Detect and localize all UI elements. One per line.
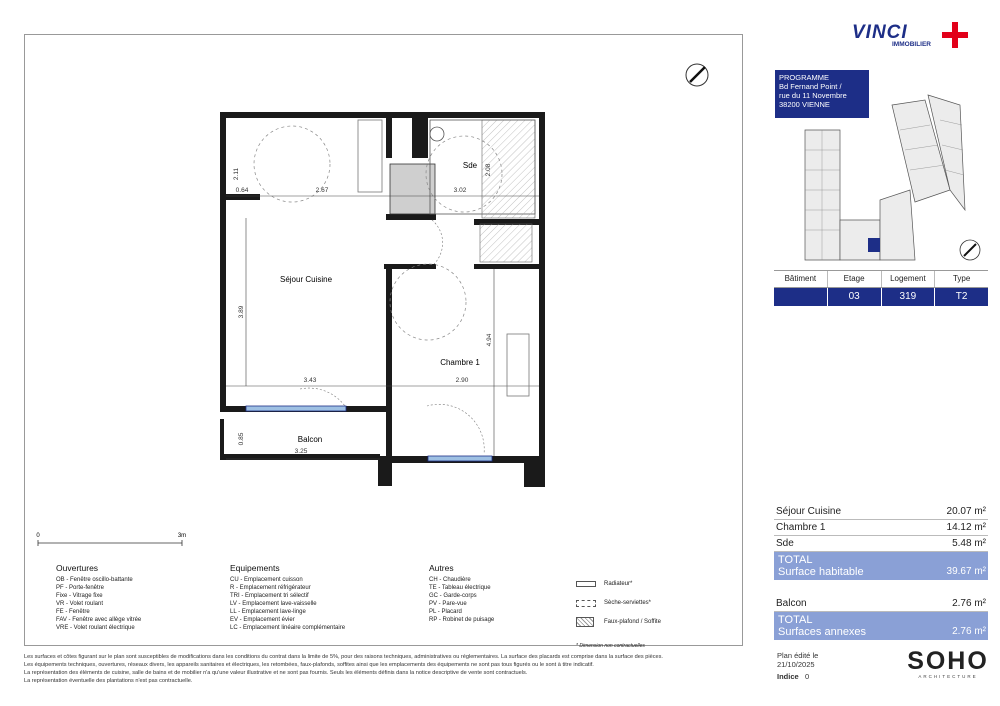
vinci-cross-icon	[940, 20, 970, 50]
legend-item: PV - Pare-vue	[429, 601, 467, 607]
lot-info-headers	[774, 270, 988, 288]
dim-8: 2.90	[455, 377, 469, 384]
surface-name: Séjour Cuisine	[776, 506, 842, 517]
disclaimer-line: La représentation éventuelle des plantations n'est pas contractuelle.	[24, 678, 193, 684]
programme-line: Bd Fernand Point /	[779, 82, 842, 91]
legend-item: CH - Chaudière	[429, 577, 471, 583]
scale-bar	[36, 533, 186, 546]
total-label: TOTAL	[778, 614, 813, 626]
disclaimer-line: Les équipements techniques, ouvertures, réseaux divers, les appareils sanitaires et électriques, les retombées, faux-plafonds, soffites ainsi que les emplacements des équipements ne sont pas tous figurés ou le sont à titre indicatif.	[24, 662, 594, 668]
legend-autres-title: Autres	[429, 563, 454, 573]
programme-line: 38200 VIENNE	[779, 100, 830, 109]
edition-info	[777, 651, 818, 681]
legend-symbols	[576, 576, 736, 650]
site-plan	[800, 90, 990, 265]
value-type: T2	[955, 291, 968, 302]
architect-sub: ARCHITECTURE	[918, 674, 978, 679]
legend-equipements-list	[230, 576, 345, 632]
legend-ouvertures-list	[56, 576, 141, 632]
legend-autres-list	[429, 576, 494, 624]
site-north-arrow-icon	[960, 240, 980, 260]
total-label: TOTAL	[778, 554, 813, 566]
surface-name: Chambre 1	[776, 522, 826, 533]
lot-info-values	[774, 288, 988, 306]
legend-note: * Dimension non contractuelles	[576, 643, 645, 649]
surface-value: 2.76 m²	[952, 598, 986, 609]
legend-item: Fixe - Vitrage fixe	[56, 593, 103, 599]
surface-row	[774, 520, 988, 536]
legend-item: CU - Emplacement cuisson	[230, 577, 303, 583]
brand-name: VINCI	[852, 22, 908, 43]
dim-10: 3.25	[294, 448, 308, 455]
legend-item: FAV - Fenêtre avec allège vitrée	[56, 617, 142, 623]
legend-item: FE - Fenêtre	[56, 609, 90, 615]
edited-label: Plan édité le	[777, 651, 819, 660]
legend-item: R - Emplacement réfrigérateur	[230, 585, 311, 591]
false-ceiling-icon	[576, 617, 594, 627]
room-sejour-label: Séjour Cuisine	[279, 275, 333, 284]
programme-line: rue du 11 Novembre	[779, 91, 847, 100]
surfaces-habitable	[774, 504, 988, 580]
legend-symbol-label: Radiateur*	[604, 581, 633, 587]
index-value: 0	[804, 672, 810, 681]
legend-item: TE - Tableau électrique	[429, 585, 491, 591]
soho-logo	[906, 648, 990, 679]
surface-value: 14.12 m²	[946, 522, 986, 533]
room-chambre-label: Chambre 1	[440, 358, 480, 367]
disclaimer	[24, 653, 754, 685]
header-etage: Etage	[828, 271, 882, 287]
value-batiment	[774, 288, 828, 306]
room-sde-label: Sde	[462, 161, 478, 170]
towel-dryer-icon	[576, 600, 596, 607]
surface-name: Balcon	[776, 598, 807, 609]
header-type: Type	[952, 274, 971, 283]
dim-6: 4.94	[486, 333, 493, 347]
legend-item: EV - Emplacement évier	[230, 617, 295, 623]
dim-7: 3.43	[303, 377, 317, 384]
dim-3: 2.11	[233, 167, 240, 181]
dim-4: 2.08	[485, 163, 492, 177]
value-logement: 319	[882, 288, 936, 306]
surface-row	[774, 596, 988, 612]
room-balcon-label: Balcon	[297, 435, 323, 444]
disclaimer-line: Les surfaces et côtes figurant sur le plan sont susceptibles de modifications dans les conditions du contrat dans la limite de 5%, pour des raisons techniques, administratives ou réglementaires. La surface des placards est comprise dans la surface des pièces.	[24, 654, 663, 660]
legend-item: LV - Emplacement lave-vaisselle	[230, 601, 317, 607]
architect-name: SOHO	[907, 647, 989, 675]
legend-item: TRI - Emplacement tri sélectif	[230, 593, 309, 599]
programme-label: PROGRAMME	[779, 73, 830, 82]
value-etage: 03	[828, 288, 882, 306]
dim-5: 3.89	[238, 305, 245, 319]
surface-value: 20.07 m²	[946, 506, 986, 517]
floor-plan	[24, 34, 743, 646]
north-arrow-icon	[686, 64, 708, 86]
legend-item: OB - Fenêtre oscillo-battante	[56, 577, 133, 583]
dim-9: 0.85	[238, 432, 245, 446]
legend-ouvertures-title: Ouvertures	[56, 563, 99, 573]
selected-lot-marker	[868, 238, 880, 252]
legend-item: PF - Porte-fenêtre	[56, 585, 105, 591]
disclaimer-line: La représentation des éléments de cuisine, salle de bains et de mobilier n'a qu'une valeur illustrative et ne sont pas fournis. Seuls les éléments définis dans la notice descriptive de vente sont contractuels.	[24, 670, 528, 676]
total-sublabel: Surfaces annexes	[778, 626, 867, 638]
legend-symbol-label: Sèche-serviettes*	[604, 600, 652, 606]
edited-date: 21/10/2025	[777, 660, 815, 669]
index-label: Indice	[777, 672, 799, 681]
header-batiment: Bâtiment	[774, 271, 828, 287]
legend-item: GC - Garde-corps	[429, 593, 477, 599]
legend-item: LL - Emplacement lave-linge	[230, 609, 306, 615]
radiator-icon	[576, 581, 596, 587]
legend-item: RP - Robinet de puisage	[429, 617, 495, 623]
dim-0: 0.64	[235, 187, 249, 194]
header-logement: Logement	[882, 271, 936, 287]
total-habitable	[774, 552, 988, 580]
surfaces-annexes	[774, 596, 988, 640]
dim-2: 3.02	[453, 187, 467, 194]
total-annexes	[774, 612, 988, 640]
vinci-logo	[852, 22, 972, 56]
surface-row	[774, 536, 988, 552]
total-sublabel: Surface habitable	[778, 566, 864, 578]
scale-end: 3m	[177, 533, 187, 539]
scale-start: 0	[36, 533, 40, 539]
surface-name: Sde	[776, 538, 794, 549]
legend-symbol-label: Faux-plafond / Soffite	[604, 619, 661, 625]
legend-equipements-title: Equipements	[230, 563, 280, 573]
total-value: 39.67 m²	[946, 566, 986, 577]
dim-1: 2.67	[315, 187, 329, 194]
surface-value: 5.48 m²	[952, 538, 986, 549]
surface-row	[774, 504, 988, 520]
brand-sub: IMMOBILIER	[892, 41, 931, 48]
lot-info-table	[774, 270, 988, 306]
legend-item: PL - Placard	[429, 609, 462, 615]
legend-item: VRE - Volet roulant électrique	[56, 625, 135, 631]
legend-item: LC - Emplacement linéaire complémentaire	[230, 625, 346, 631]
total-value: 2.76 m²	[952, 626, 986, 637]
legend-item: VR - Volet roulant	[56, 601, 104, 607]
